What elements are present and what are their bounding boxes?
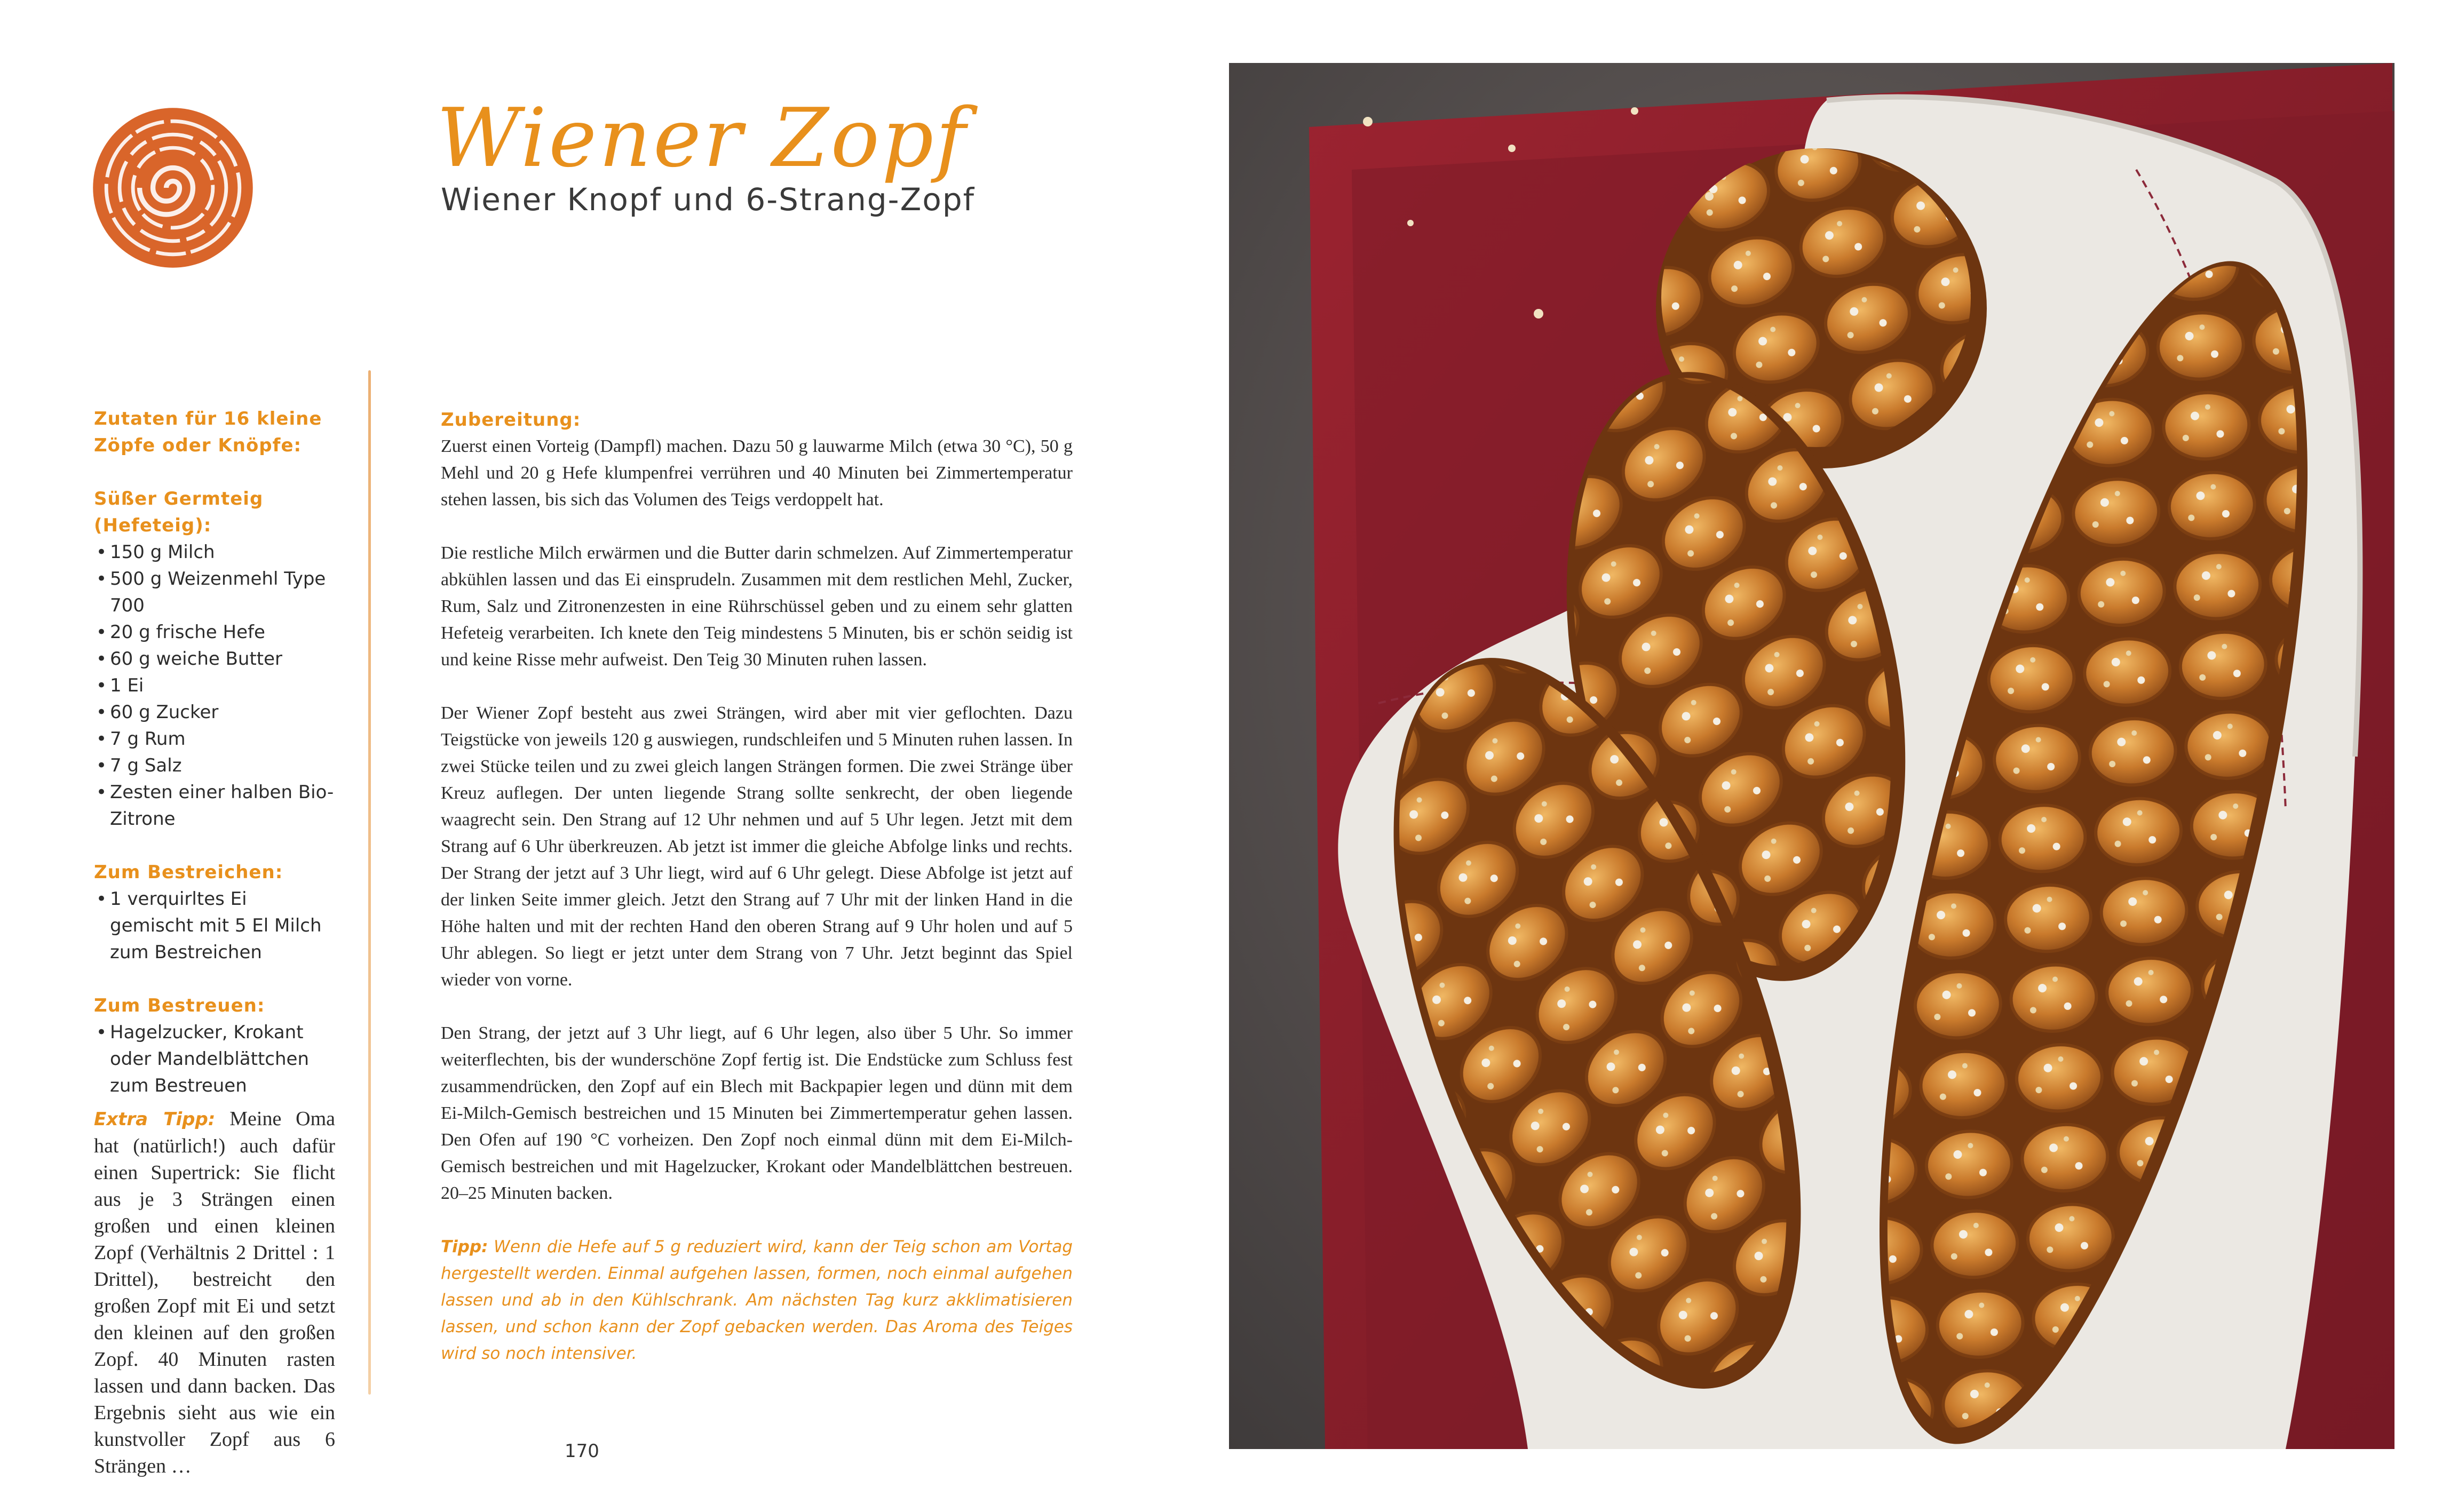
list-item: • 7 g Rum — [94, 726, 335, 752]
tip-text: Wenn die Hefe auf 5 g reduziert wird, kann der Teig schon am Vortag hergestellt werden. Einmal aufgehen lassen, formen, noch einmal aufgehen lassen und ab in den Kühlschrank. Am nächsten Tag kurz akklimatisieren lassen, und schon kann der Zopf gebacken werden. Das Aroma des Teiges wird so noch intensiver. — [441, 1237, 1073, 1363]
ingredients-sidebar — [94, 405, 335, 1479]
list-item: • 1 Ei — [94, 672, 335, 699]
brush-heading: Zum Bestreichen: — [94, 862, 283, 883]
extra-tip — [94, 1105, 335, 1479]
page-subtitle: Wiener Knopf und 6-Strang-Zopf — [441, 181, 976, 218]
page-title: Wiener Zopf — [437, 91, 968, 185]
braided-bread-photo — [1229, 63, 2394, 1449]
preparation-heading: Zubereitung: — [441, 409, 581, 431]
list-item: • 7 g Salz — [94, 752, 335, 779]
list-item: • Hagelzucker, Krokant oder Mandelblättchen zum Bestreuen — [94, 1019, 335, 1099]
list-item: • 20 g frische Hefe — [94, 619, 335, 646]
preparation-paragraph: Zuerst einen Vorteig (Dampfl) machen. Dazu 50 g lauwarme Milch (etwa 30 °C), 50 g Mehl und 20 g Hefe klumpenfrei verrühren und 40 Minuten bei Zimmertemperatur stehen lassen, bis sich das Volumen des Teigs verdoppelt hat. — [441, 436, 1073, 510]
preparation-paragraph: Den Strang, der jetzt auf 3 Uhr liegt, auf 6 Uhr legen, also über 5 Uhr. So immer weiterflechten, bis der wunderschöne Zopf fertig ist. Die Endstücke zum Schluss fest zusammendrücken, den Zopf auf ein Blech mit Backpapier legen und dünn mit dem Ei-Milch-Gemisch bestreichen und 15 Minuten bei Zimmertemperatur gehen lassen. Den Ofen auf 190 °C vorheizen. Den Zopf noch einmal dünn mit dem Ei-Milch-Gemisch bestreichen und mit Hagelzucker, Krokant oder Mandelblättchen bestreuen. 20–25 Minuten backen. — [441, 1023, 1073, 1203]
tip-box — [441, 1234, 1073, 1367]
sprinkle-heading: Zum Bestreuen: — [94, 995, 265, 1016]
page-number: 170 — [565, 1441, 599, 1462]
list-item: • 60 g weiche Butter — [94, 646, 335, 672]
spiral-logo-icon — [90, 105, 256, 271]
dough-list — [94, 539, 335, 832]
extra-tip-text: Meine Oma hat (natürlich!) auch dafür einen Supertrick: Sie flicht aus je 3 Strängen einen großen und einen kleinen Zopf (Verhältnis 2 Drittel : 1 Drittel), bestreicht den großen Zopf mit Ei und setzt den kleinen auf den großen Zopf. 40 Minuten rasten lassen und dann backen. Das Ergebnis sieht aus wie ein kunstvoller Zopf aus 6 Strängen … — [94, 1108, 335, 1477]
list-item: • 500 g Weizenmehl Type 700 — [94, 566, 335, 619]
ingredients-heading: Zutaten für 16 kleine Zöpfe oder Knöpfe: — [94, 408, 322, 456]
list-item: • 60 g Zucker — [94, 699, 335, 726]
preparation-paragraph: Die restliche Milch erwärmen und die Butter darin schmelzen. Auf Zimmertemperatur abkühlen lassen und das Ei einsprudeln. Zusammen mit dem restlichen Mehl, Zucker, Rum, Salz und Zitronenzesten in eine Rührschüssel geben und zu einem sehr glatten Hefeteig verarbeiten. Ich knete den Teig mindestens 5 Minuten, bis er schön seidig ist und keine Risse mehr aufweist. Den Teig 30 Minuten ruhen lassen. — [441, 543, 1073, 670]
preparation-paragraph: Der Wiener Zopf besteht aus zwei Strängen, wird aber mit vier geflochten. Dazu Teigstücke von jeweils 120 g auswiegen, rundschleifen und 5 Minuten ruhen lassen. In zwei Stücke teilen und zu zwei gleich langen Strängen formen. Die zwei Stränge über Kreuz auflegen. Der unten liegende Strang sollte senkrecht, der oben liegende waagrecht sein. Den Strang auf 12 Uhr nehmen und auf 5 Uhr legen. Jetzt mit dem Strang auf 6 Uhr überkreuzen. Ab jetzt ist immer die gleiche Abfolge links und rechts. Der Strang der jetzt auf 3 Uhr liegt, wird auf 6 Uhr gelegt. Diese Abfolge ist jetzt auf der linken Seite immer gleich. Jetzt den Strang auf 7 Uhr mit der linken Hand in die Höhe halten und mit der rechten Hand den oberen Strang auf 9 Uhr holen und auf 5 Uhr ablegen. So liegt er jetzt unter dem Strang von 7 Uhr. Jetzt beginnt das Spiel wieder von vorne. — [441, 703, 1073, 990]
list-item: • Zesten einer halben Bio-Zitrone — [94, 779, 335, 832]
column-divider — [368, 370, 371, 1395]
extra-tip-label: Extra Tipp: — [94, 1109, 216, 1130]
list-item: • 150 g Milch — [94, 539, 335, 566]
sprinkle-list — [94, 1019, 335, 1099]
dough-heading: Süßer Germteig (Hefeteig): — [94, 488, 264, 536]
preparation-column — [441, 407, 1073, 1367]
brush-list — [94, 886, 335, 966]
tip-label: Tipp: — [441, 1237, 488, 1256]
list-item: • 1 verquirltes Ei gemischt mit 5 El Milch zum Bestreichen — [94, 886, 335, 966]
